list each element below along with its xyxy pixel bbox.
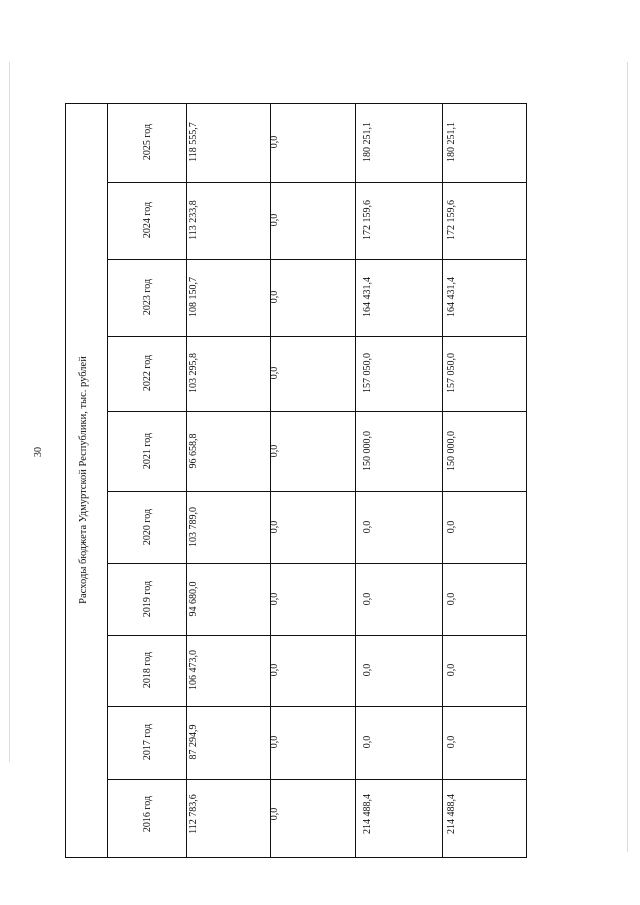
table-cell-r3-c6: 150 000,0 — [362, 431, 373, 471]
year-header-2018-год: 2018 год — [142, 651, 153, 689]
table-cell-r3-c10: 180 251,1 — [362, 122, 373, 162]
year-header-2022-год: 2022 год — [142, 354, 153, 392]
table-cell-r1-c8: 108 150,7 — [188, 277, 199, 317]
table-row-line — [107, 182, 527, 183]
table-cell-r2-c3: 0,0 — [269, 663, 280, 677]
table-cell-r1-c2: 87 294,9 — [188, 724, 199, 760]
scan-artifact-right — [627, 62, 628, 852]
page-number: 30 — [33, 447, 44, 457]
table-cell-r3-c2: 0,0 — [362, 735, 373, 749]
table-cell-r4-c3: 0,0 — [446, 663, 457, 677]
year-header-2024-год: 2024 год — [142, 201, 153, 239]
table-cell-r2-c10: 0,0 — [269, 135, 280, 149]
table-cell-r1-c9: 113 233,8 — [188, 200, 199, 240]
scan-artifact-left — [9, 62, 10, 762]
table-row-line — [107, 563, 527, 564]
year-header-2019-год: 2019 год — [142, 580, 153, 618]
year-header-2017-год: 2017 год — [142, 723, 153, 761]
table-cell-r1-c3: 106 473,0 — [188, 650, 199, 690]
table-column-line — [355, 103, 356, 858]
table-title: Расходы бюджета Удмуртской Республики, тыс. рублей — [78, 356, 89, 604]
table-cell-r2-c8: 0,0 — [269, 290, 280, 304]
year-header-2021-год: 2021 год — [142, 432, 153, 470]
table-cell-r1-c4: 94 680,0 — [188, 581, 199, 617]
table-cell-r1-c10: 118 555,7 — [188, 122, 199, 162]
table-cell-r1-c1: 112 783,6 — [188, 794, 199, 834]
table-column-line — [186, 103, 187, 858]
table-cell-r3-c5: 0,0 — [362, 520, 373, 534]
table-cell-r3-c9: 172 159,6 — [362, 200, 373, 240]
table-cell-r4-c4: 0,0 — [446, 592, 457, 606]
table-row-line — [107, 259, 527, 260]
table-cell-r3-c8: 164 431,4 — [362, 277, 373, 317]
table-cell-r2-c1: 0,0 — [269, 807, 280, 821]
table-cell-r1-c7: 103 295,8 — [188, 353, 199, 393]
table-cell-r3-c3: 0,0 — [362, 663, 373, 677]
table-cell-r4-c8: 164 431,4 — [446, 277, 457, 317]
year-header-2025-год: 2025 год — [142, 123, 153, 161]
table-cell-r4-c7: 157 050,0 — [446, 353, 457, 393]
table-row-line — [107, 491, 527, 492]
table-cell-r2-c6: 0,0 — [269, 444, 280, 458]
table-cell-r4-c5: 0,0 — [446, 520, 457, 534]
table-cell-r4-c1: 214 488,4 — [446, 794, 457, 834]
table-cell-r1-c5: 103 789,0 — [188, 507, 199, 547]
table-cell-r2-c4: 0,0 — [269, 592, 280, 606]
table-row-line — [107, 411, 527, 412]
table-cell-r4-c6: 150 000,0 — [446, 431, 457, 471]
table-cell-r3-c4: 0,0 — [362, 592, 373, 606]
table-row-line — [107, 706, 527, 707]
table-cell-r4-c9: 172 159,6 — [446, 200, 457, 240]
table-cell-r2-c2: 0,0 — [269, 735, 280, 749]
table-cell-r1-c6: 96 658,8 — [188, 433, 199, 469]
table-column-line — [107, 103, 108, 858]
table-cell-r2-c9: 0,0 — [269, 213, 280, 227]
table-cell-r3-c1: 214 488,4 — [362, 794, 373, 834]
year-header-2023-год: 2023 год — [142, 278, 153, 316]
year-header-2020-год: 2020 год — [142, 508, 153, 546]
table-row-line — [107, 336, 527, 337]
year-header-2016-год: 2016 год — [142, 795, 153, 833]
table-column-line — [442, 103, 443, 858]
table-cell-r3-c7: 157 050,0 — [362, 353, 373, 393]
table-row-line — [107, 779, 527, 780]
table-cell-r2-c7: 0,0 — [269, 366, 280, 380]
table-cell-r4-c2: 0,0 — [446, 735, 457, 749]
table-cell-r4-c10: 180 251,1 — [446, 122, 457, 162]
table-row-line — [107, 635, 527, 636]
table-cell-r2-c5: 0,0 — [269, 520, 280, 534]
